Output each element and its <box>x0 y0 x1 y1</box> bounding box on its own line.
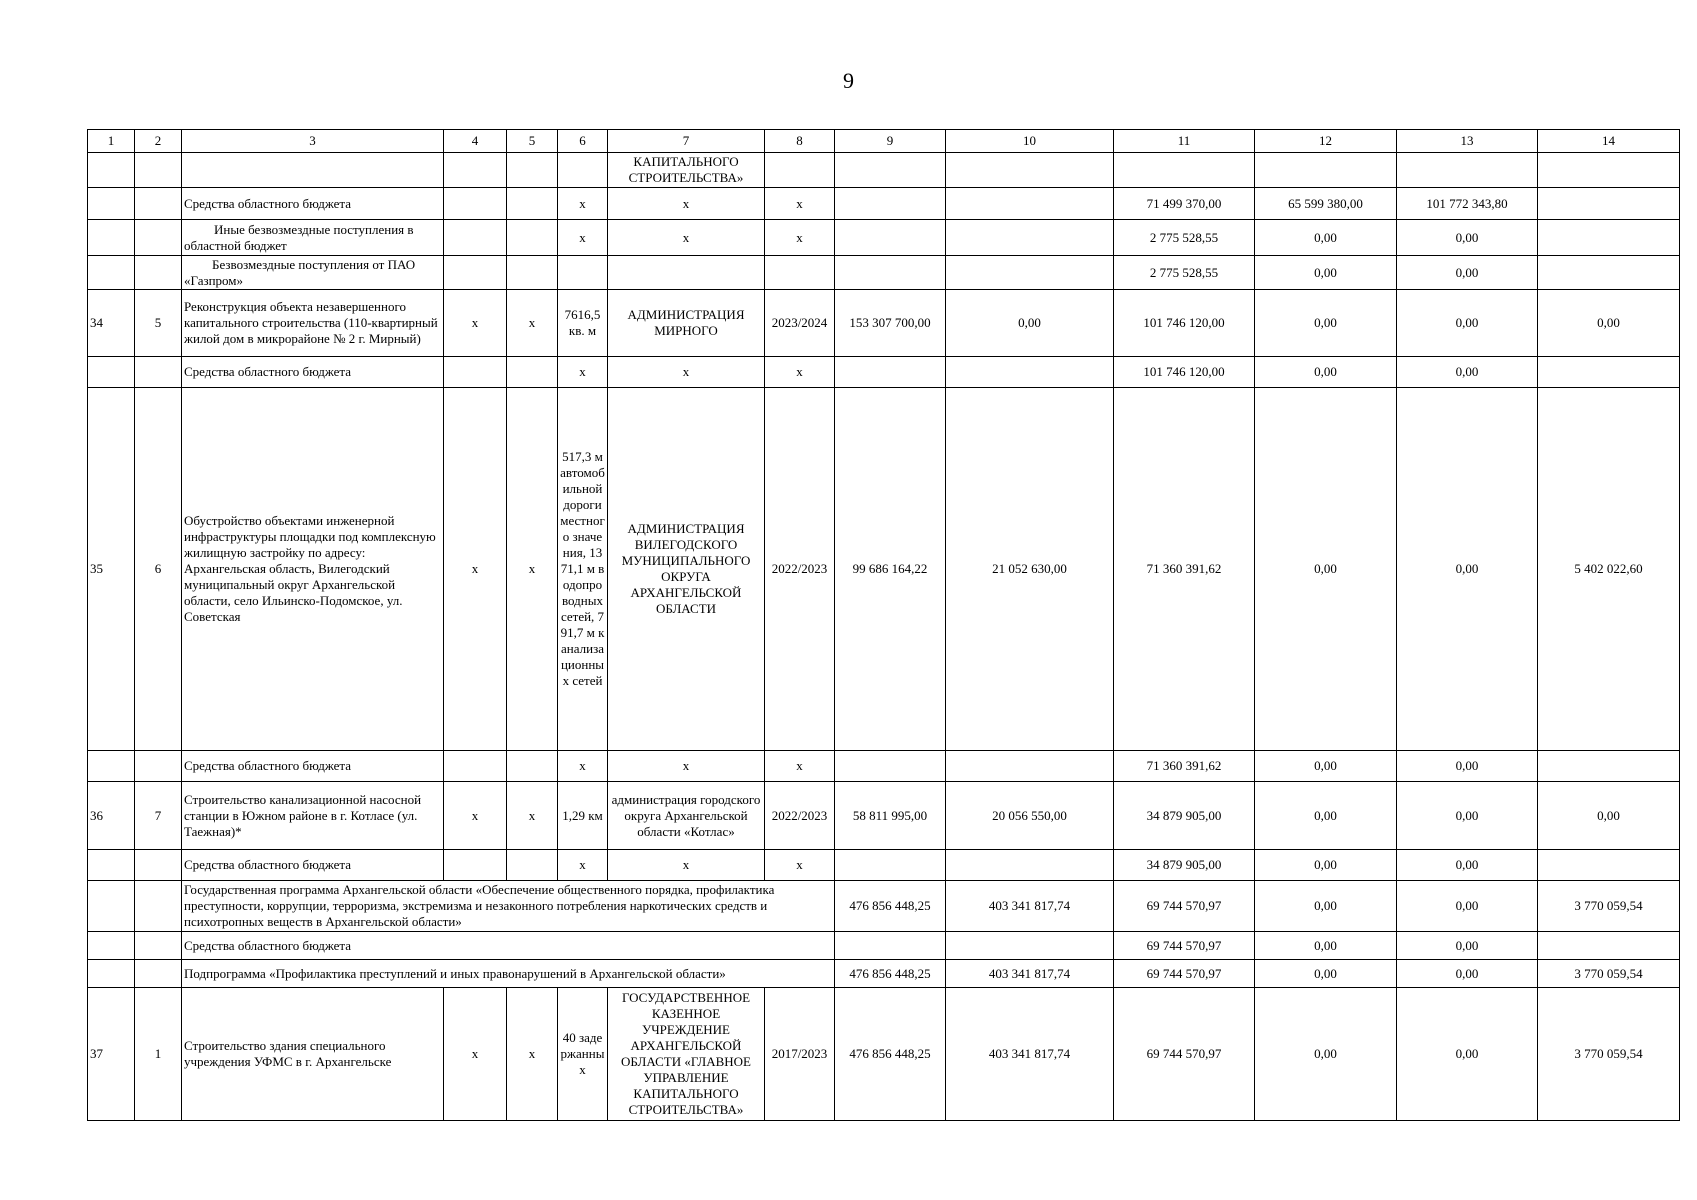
table-row <box>88 153 1680 188</box>
row-number: 37 <box>88 988 135 1121</box>
header-cell: 10 <box>946 130 1114 153</box>
funding-source: Средства областного бюджета <box>182 188 444 220</box>
header-cell: 2 <box>135 130 182 153</box>
header-cell: 6 <box>558 130 608 153</box>
header-cell: 4 <box>444 130 507 153</box>
table-row: Государственная программа Архангельской области «Обеспечение общественного порядка, профилактика преступности, коррупции, терроризма, экстремизма и незаконного потребления наркотических средств и психотропных веществ в Архангельской области» 476 856 448,25 403 341 817,74 69 744 570,97 0,00 0,00 3 770 059,54 <box>88 881 1680 932</box>
header-cell: 9 <box>835 130 946 153</box>
funding-source: Средства областного бюджета <box>182 850 444 881</box>
executor-cell: КАПИТАЛЬНОГО СТРОИТЕЛЬСТВА» <box>608 153 765 188</box>
header-row <box>88 130 1680 153</box>
row-number: 35 <box>88 388 135 751</box>
table-row: Иные безвозмездные поступления в областной бюджет x x x 2 775 528,55 0,00 0,00 <box>88 220 1680 256</box>
funding-source: Средства областного бюджета <box>182 357 444 388</box>
table-row: Средства областного бюджета x x x 101 746 120,00 0,00 0,00 <box>88 357 1680 388</box>
program-title: Государственная программа Архангельской области «Обеспечение общественного порядка, профилактика преступности, коррупции, терроризма, экстремизма и незаконного потребления наркотических средств и психотропных веществ в Архангельской области» <box>182 881 835 932</box>
object-name: Строительство канализационной насосной станции в Южном районе в г. Котласе (ул. Таежная)* <box>182 782 444 850</box>
object-name: Реконструкция объекта незавершенного капитального строительства (110-квартирный жилой дом в микрорайоне № 2 г. Мирный) <box>182 290 444 357</box>
header-cell: 7 <box>608 130 765 153</box>
funding-source: Безвозмездные поступления от ПАО «Газпром» <box>182 256 444 290</box>
header-cell: 11 <box>1114 130 1255 153</box>
header-cell: 3 <box>182 130 444 153</box>
capacity-cell: 40 задержанных <box>558 988 608 1121</box>
table-row: Безвозмездные поступления от ПАО «Газпром» 2 775 528,55 0,00 0,00 <box>88 256 1680 290</box>
capacity-cell: 1,29 км <box>558 782 608 850</box>
row-number: 36 <box>88 782 135 850</box>
funding-source: Иные безвозмездные поступления в областной бюджет <box>182 220 444 256</box>
table-row: 35 6 Обустройство объектами инженерной инфраструктуры площадки под комплексную жилищную застройку по адресу: Архангельская область, Вилегодский муниципальный округ Архангельской области, село Ильинско-Подомское, ул. Советская x x 517,3 м автомобильной дороги местного значения, 1371,1 м водопроводных сетей, 791,7 м канализационных сетей АДМИНИСТРАЦИЯ ВИЛЕГОДСКОГО МУНИЦИПАЛЬНОГО ОКРУГА АРХАНГЕЛЬСКОЙ ОБЛАСТИ 2022/2023 99 686 164,22 21 052 630,00 71 360 391,62 0,00 0,00 5 402 022,60 <box>88 388 1680 751</box>
budget-table <box>87 129 1680 1121</box>
table-row: Средства областного бюджета x x x 71 360 391,62 0,00 0,00 <box>88 751 1680 782</box>
capacity-cell: 7616,5 кв. м <box>558 290 608 357</box>
row-number: 34 <box>88 290 135 357</box>
header-cell: 1 <box>88 130 135 153</box>
capacity-cell: 517,3 м автомобильной дороги местного значения, 1371,1 м водопроводных сетей, 791,7 м канализационных сетей <box>558 388 608 751</box>
executor-cell: АДМИНИСТРАЦИЯ МИРНОГО <box>608 290 765 357</box>
funding-source: Средства областного бюджета <box>182 751 444 782</box>
header-cell: 12 <box>1255 130 1397 153</box>
header-cell: 8 <box>765 130 835 153</box>
header-cell: 14 <box>1538 130 1680 153</box>
executor-cell: администрация городского округа Архангельской области «Котлас» <box>608 782 765 850</box>
object-name: Обустройство объектами инженерной инфраструктуры площадки под комплексную жилищную застройку по адресу: Архангельская область, Вилегодский муниципальный округ Архангельской области, село Ильинско-Подомское, ул. Советская <box>182 388 444 751</box>
table-row: Средства областного бюджета x x x 34 879 905,00 0,00 0,00 <box>88 850 1680 881</box>
funding-source: Средства областного бюджета <box>182 932 835 960</box>
table-row: Средства областного бюджета 69 744 570,97 0,00 0,00 <box>88 932 1680 960</box>
table-row: 37 1 Строительство здания специального учреждения УФМС в г. Архангельске x x 40 задержанных ГОСУДАРСТВЕННОЕ КАЗЕННОЕ УЧРЕЖДЕНИЕ АРХАНГЕЛЬСКОЙ ОБЛАСТИ «ГЛАВНОЕ УПРАВЛЕНИЕ КАПИТАЛЬНОГО СТРОИТЕЛЬСТВА» 2017/2023 476 856 448,25 403 341 817,74 69 744 570,97 0,00 0,00 3 770 059,54 <box>88 988 1680 1121</box>
subprogram-title: Подпрограмма «Профилактика преступлений и иных правонарушений в Архангельской области» <box>182 960 835 988</box>
table-row: Подпрограмма «Профилактика преступлений и иных правонарушений в Архангельской области» 476 856 448,25 403 341 817,74 69 744 570,97 0,00 0,00 3 770 059,54 <box>88 960 1680 988</box>
table-row: 36 7 Строительство канализационной насосной станции в Южном районе в г. Котласе (ул. Таежная)* x x 1,29 км администрация городского округа Архангельской области «Котлас» 2022/2023 58 811 995,00 20 056 550,00 34 879 905,00 0,00 0,00 0,00 <box>88 782 1680 850</box>
executor-cell: ГОСУДАРСТВЕННОЕ КАЗЕННОЕ УЧРЕЖДЕНИЕ АРХАНГЕЛЬСКОЙ ОБЛАСТИ «ГЛАВНОЕ УПРАВЛЕНИЕ КАПИТАЛЬНОГО СТРОИТЕЛЬСТВА» <box>608 988 765 1121</box>
table-row: Средства областного бюджета x x x 71 499 370,00 65 599 380,00 101 772 343,80 <box>88 188 1680 220</box>
page-number: 9 <box>843 68 854 93</box>
table-row: 34 5 Реконструкция объекта незавершенного капитального строительства (110-квартирный жилой дом в микрорайоне № 2 г. Мирный) x x 7616,5 кв. м АДМИНИСТРАЦИЯ МИРНОГО 2023/2024 153 307 700,00 0,00 101 746 120,00 0,00 0,00 0,00 <box>88 290 1680 357</box>
header-cell: 5 <box>507 130 558 153</box>
object-name: Строительство здания специального учреждения УФМС в г. Архангельске <box>182 988 444 1121</box>
executor-cell: АДМИНИСТРАЦИЯ ВИЛЕГОДСКОГО МУНИЦИПАЛЬНОГО ОКРУГА АРХАНГЕЛЬСКОЙ ОБЛАСТИ <box>608 388 765 751</box>
header-cell: 13 <box>1397 130 1538 153</box>
